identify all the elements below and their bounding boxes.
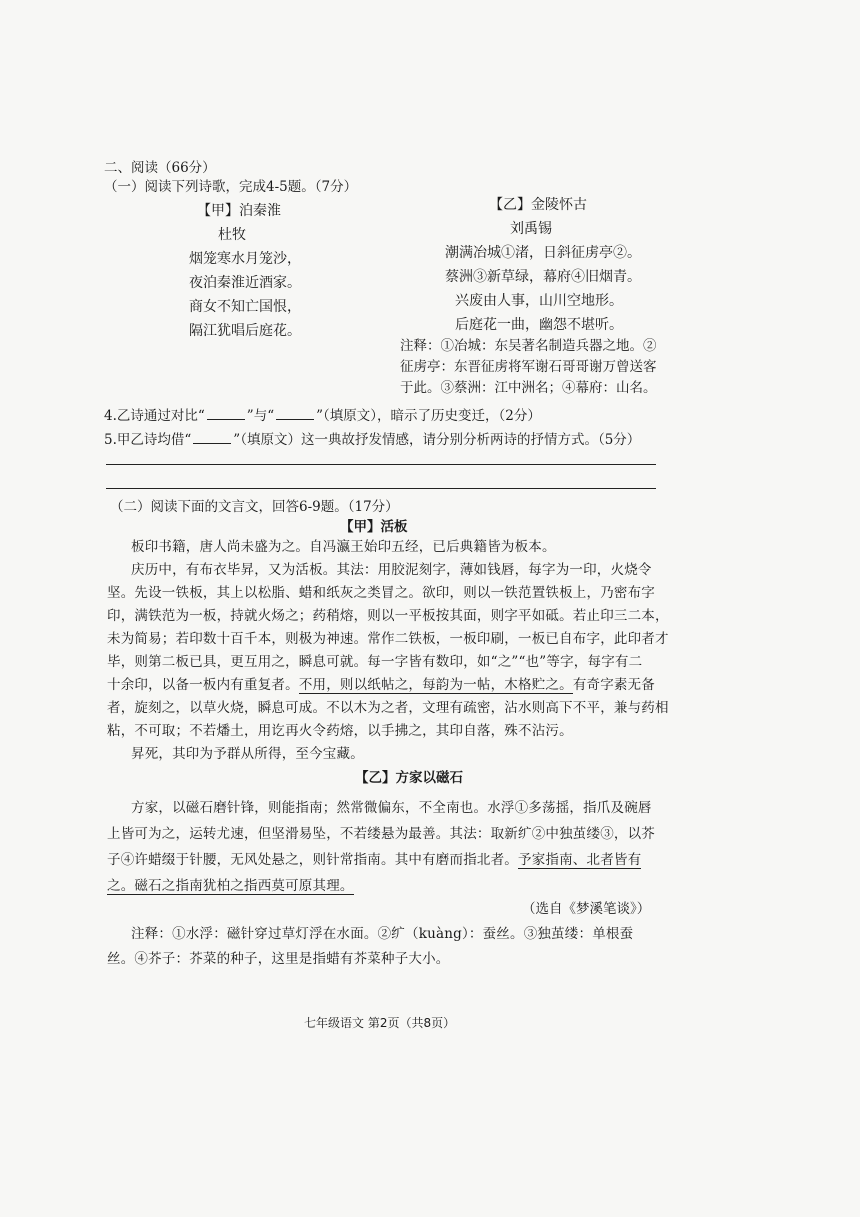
poem-note: 注释：①冶城：东吴著名制造兵器之地。② (400, 338, 657, 354)
poem-b-author: 刘禹锡 (510, 221, 552, 237)
question-4: 4.乙诗通过对比“ ”与“ ”（填原文），暗示了历史变迁，（2分） (104, 408, 541, 424)
poem-b-title: 【乙】金陵怀古 (489, 197, 587, 213)
poem-note: 征虏亭：东晋征虏将军谢石哥哥谢万曾送客 (400, 359, 657, 375)
poem-a-line: 烟笼寒水月笼沙， (189, 251, 301, 267)
part1-header: （一）阅读下列诗歌，完成4-5题。（7分） (104, 179, 358, 195)
answer-line[interactable] (106, 488, 656, 489)
text-a-title: 【甲】活板 (340, 519, 408, 535)
text-a-line: 十余印，以备一板内有重复者。不用，则以纸帖之，每韵为一帖，木格贮之。有奇字素无备 (107, 677, 656, 693)
part2-header: （二）阅读下面的文言文，回答6-9题。（17分） (110, 499, 399, 515)
underlined-sentence: 不用，则以纸帖之，每韵为一帖，木格贮之。 (298, 677, 573, 693)
text-a-line: 板印书籍，唐人尚未盛为之。自冯瀛王始印五经，已后典籍皆为板本。 (131, 539, 556, 555)
text-a-line: 未为简易；若印数十百千本，则极为神速。常作二铁板，一板印刷，一板已自布字，此印者才 (107, 631, 669, 647)
poem-a-author: 杜牧 (218, 227, 246, 243)
text-a-line: 坚。先设一铁板，其上以松脂、蜡和纸灰之类冒之。欲印，则以一铁范置铁板上，乃密布字 (107, 585, 655, 601)
page-footer: 七年级语文 第2页（共8页） (304, 1016, 456, 1030)
poem-a-line: 夜泊秦淮近酒家。 (189, 275, 301, 291)
text-a-line: 印，满铁范为一板，持就火炀之；药稍熔，则以一平板按其面，则字平如砥。若止印三二本， (107, 608, 669, 624)
answer-line[interactable] (106, 464, 656, 465)
text-b-note: 注释：①水浮：磁针穿过草灯浮在水面。②纩（kuàng）：蚕丝。③独茧缕：单根蚕 (131, 926, 634, 942)
text-b-line (107, 875, 354, 898)
poem-note: 于此。③蔡洲：江中洲名；④幕府：山名。 (400, 380, 657, 396)
poem-a-title: 【甲】泊秦淮 (197, 203, 281, 219)
text-b-line: 上皆可为之，运转尤速，但坚滑易坠，不若缕悬为最善。其法：取新纩②中独茧缕③，以芥 (107, 826, 655, 842)
answer-blank[interactable] (276, 407, 314, 420)
question-5: 5.甲乙诗均借“ ”（填原文）这一典故抒发情感，请分别分析两诗的抒情方式。（5分） (104, 432, 641, 448)
text-a-line: 者，旋刻之，以草火烧，瞬息可成。不以木为之者，文理有疏密，沾水则高下不平，兼与药相 (107, 700, 669, 716)
poem-a-line: 商女不知亡国恨， (189, 299, 301, 315)
underlined-sentence: 之。磁石之指南犹柏之指西莫可原其理。 (107, 878, 354, 894)
poem-b-line: 潮满冶城①渚，日斜征虏亭②。 (445, 245, 641, 261)
text-a-line: 昇死，其印为予群从所得，至今宝藏。 (131, 746, 364, 762)
poem-b-line: 后庭花一曲，幽怨不堪听。 (455, 317, 623, 333)
section-title: 二、阅读（66分） (104, 160, 216, 176)
answer-blank[interactable] (207, 407, 245, 420)
poem-b-line: 蔡洲③新草绿，幕府④旧烟青。 (445, 269, 641, 285)
text-b-line: 方家，以磁石磨针锋，则能指南；然常微偏东，不全南也。水浮①多荡摇，指爪及碗唇 (131, 800, 652, 816)
text-a-line: 庆历中，有布衣毕昇，又为活板。其法：用胶泥刻字，薄如钱唇，每字为一印，火烧令 (131, 562, 652, 578)
text-b-line: 子④许蜡缀于针腰，无风处悬之，则针常指南。其中有磨而指北者。予家指南、北者皆有 (107, 852, 642, 868)
text-b-note: 丝。④芥子：芥菜的种子，这里是指蜡有芥菜种子大小。 (107, 951, 450, 967)
text-a-line: 毕，则第二板已具，更互用之，瞬息可就。每一字皆有数印，如“之”“也”等字，每字有二 (107, 654, 643, 670)
source-citation: （选自《梦溪笔谈》） (522, 901, 651, 917)
text-a-line: 粘，不可取；不若燔土，用讫再火令药熔，以手拂之，其印自落，殊不沾污。 (107, 723, 573, 739)
underlined-sentence: 予家指南、北者皆有 (518, 852, 642, 868)
text-b-title: 【乙】方家以磁石 (355, 770, 463, 786)
poem-a-line: 隔江犹唱后庭花。 (189, 323, 301, 339)
poem-b-line: 兴废由人事，山川空地形。 (455, 293, 623, 309)
answer-blank[interactable] (193, 431, 231, 444)
